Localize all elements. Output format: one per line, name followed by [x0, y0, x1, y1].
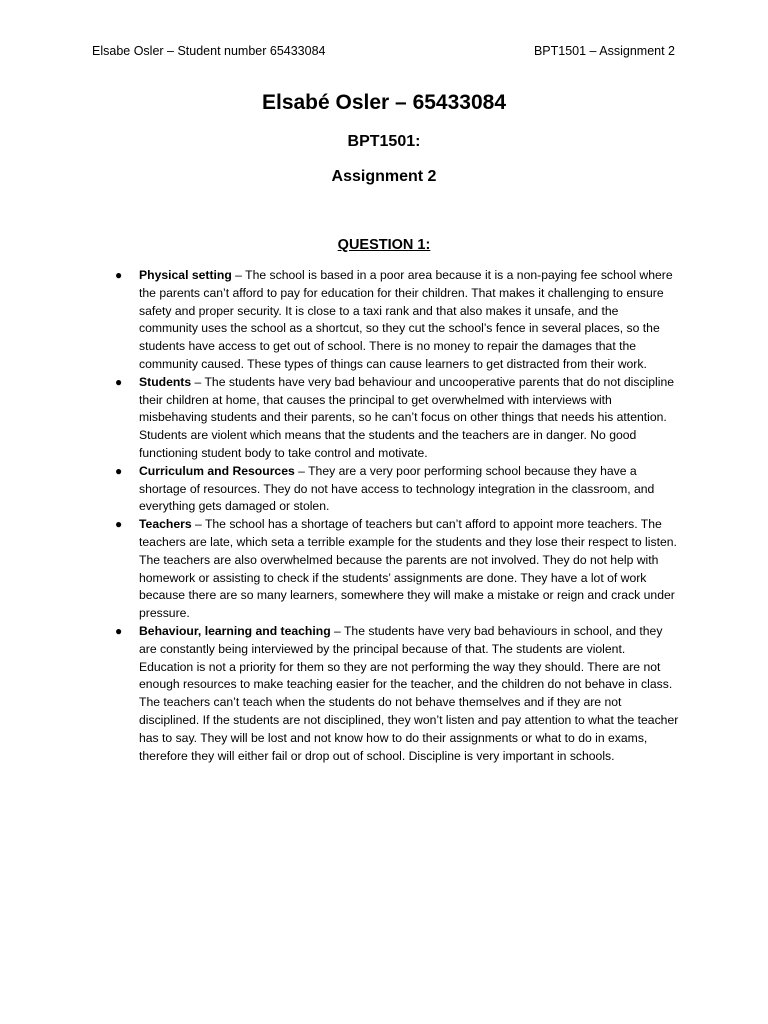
bullet-text: – The students have very bad behaviours in school, and they are constantly being interviewed by the principal because of that. The students are violent. Education is not a priority for them so they are not performing the way they should. There are not enough resources to make teaching easier for the teacher, and the children do not behave in class. The teachers can’t teach when the students do not behave themselves and if they are not disciplined. If the students are not disciplined, they won’t listen and pay attention to what the teacher has to say. They will be lost and not know how to do their assignments or what to do in exams, therefore they will either fail or drop out of school. Discipline is very important in schools. — [139, 623, 679, 763]
document-title-assignment: Assignment 2 — [331, 168, 437, 185]
list-item-curriculum-resources — [115, 463, 679, 516]
bullet-term: Physical setting — [139, 268, 232, 282]
document-title-course: BPT1501: — [347, 133, 421, 150]
bullet-icon: ● — [115, 463, 123, 478]
header-student-info: Elsabe Osler – Student number 65433084 — [92, 44, 326, 58]
bullet-term: Teachers — [139, 517, 192, 532]
bullet-icon: ● — [115, 374, 123, 389]
bullet-text: – The students have very bad behaviour and uncooperative parents that do not discipline their children at home, that causes the principal to get overwhelmed with interviews with misbehaving students and their parents, so he can’t focus on other things that needs his attention. Students are violent which means that the students and the teachers are in danger. No good functioning student body to take control and motivate. — [139, 374, 674, 460]
bullet-term: Curriculum and Resources — [139, 463, 295, 478]
bullet-term: Students — [139, 374, 192, 389]
question-bullet-list — [115, 267, 679, 765]
bullet-icon: ● — [115, 268, 123, 282]
list-item-teachers — [115, 516, 679, 623]
bullet-icon: ● — [115, 623, 123, 638]
bullet-term: Behaviour, learning and teaching — [139, 623, 331, 638]
bullet-text: – The school has a shortage of teachers but can’t afford to appoint more teachers. The teachers are late, which seta a terrible example for the students and they lose their respect to listen. The teachers are also overwhelmed because the parents are not involved. They do not help with homework or assisting to check if the students’ assignments are done. They have a lot of work because there are so many learners, somewhere they will make a mistake or reign and crack under pressure. — [139, 517, 677, 621]
header-course-info: BPT1501 – Assignment 2 — [533, 44, 675, 58]
bullet-icon: ● — [115, 517, 123, 532]
list-item-behaviour-learning-teaching — [115, 623, 679, 765]
question-heading: QUESTION 1: — [337, 237, 431, 253]
bullet-text: – The school is based in a poor area because it is a non-paying fee school where the parents can’t afford to pay for education for their children. That makes it challenging to ensure safety and proper security. It is close to a taxi rank and that also makes it unsafe, and the community uses the school as a shortcut, so they cut the school’s fence in several places, so the students have access to get out of school. There is no money to repair the damages that the community caused. These types of things can cause learners to get distracted from their work. — [139, 268, 673, 371]
bullet-text: – They are a very poor performing school because they have a shortage of resources. They do not have access to technology integration in the classroom, and everything gets damaged or stolen. — [139, 463, 655, 514]
list-item-physical-setting — [115, 267, 679, 374]
document-title-name: Elsabé Osler – 65433084 — [261, 91, 507, 114]
list-item-students — [115, 374, 679, 463]
